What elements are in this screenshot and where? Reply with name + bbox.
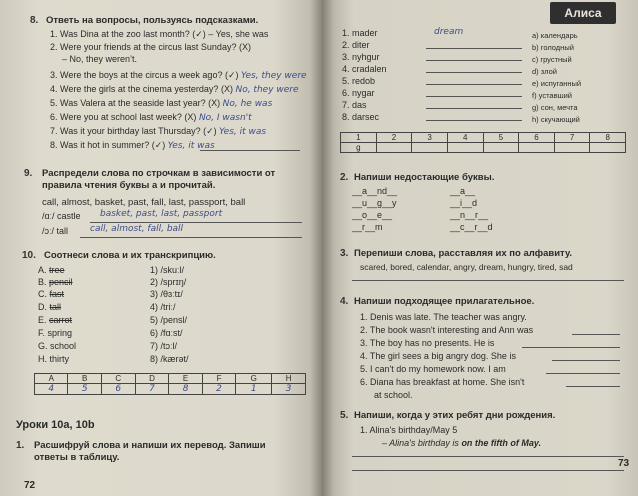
ex1-title-line1: Расшифруй слова и напиши их перевод. Запиши: [34, 440, 266, 451]
ex3-title: Перепиши слова, расставляя их по алфавиту.: [354, 248, 573, 259]
ex10-word: H. thirty: [38, 354, 70, 364]
answer-line: [572, 334, 620, 335]
table-head-cell: 7: [554, 133, 590, 143]
scramble-translation: d) злой: [532, 67, 557, 76]
answer-line: [552, 360, 620, 361]
answer-line: [426, 72, 522, 73]
answer-line: [80, 237, 302, 238]
table-answer-cell: 7: [135, 384, 169, 395]
ex8-item: 7. Was it your birthday last Thursday? (✓) Yes, it was: [50, 126, 267, 137]
table-answer-cell: 5: [68, 384, 101, 395]
ex4-number: 4.: [340, 296, 349, 307]
ex8-item: 5. Was Valera at the seaside last year? (X) No, he was: [50, 98, 273, 109]
missing-letters: __o__e__: [352, 210, 393, 220]
ex5-number: 5.: [340, 410, 349, 421]
ex10-transcription: 1) /skuːl/: [150, 265, 185, 275]
table-answer-cell: 3: [272, 384, 306, 395]
table-answer-cell: [483, 143, 519, 153]
table-answer-cell: 4: [35, 384, 68, 395]
scramble-answer: dream: [434, 27, 464, 37]
table-head-cell: 8: [590, 133, 626, 143]
ex10-transcription: 6) /fɑːst/: [150, 328, 183, 338]
answer-line: [522, 347, 620, 348]
answer-line: [352, 456, 624, 457]
table-head-cell: B: [68, 374, 101, 384]
ex10-word: A. tree: [38, 265, 65, 275]
ex9-number: 9.: [24, 168, 33, 179]
ex8-item: 3. Were the boys at the circus a week ago? (✓) Yes, they were: [50, 70, 307, 81]
table-answer-cell: [554, 143, 590, 153]
ex10-number: 10.: [22, 250, 36, 261]
ex9-title-line2: правила чтения буквы a и прочитай.: [42, 180, 216, 191]
ex8-item: 6. Were you at school last week? (X) No, I wasn't: [50, 112, 252, 123]
ex4-item: at school.: [374, 390, 413, 400]
table-answer-cell: 1: [236, 384, 272, 395]
table-answer-cell: [412, 143, 448, 153]
table-answer-cell: [519, 143, 555, 153]
scramble-item: 5. redob: [342, 76, 376, 86]
table-head-cell: 1: [341, 133, 377, 143]
missing-letters: __u__g__y: [352, 198, 397, 208]
scramble-item: 2. diter: [342, 40, 370, 50]
ex4-item: 2. The book wasn't interesting and Ann was: [360, 325, 534, 335]
ex8-number: 8.: [30, 15, 39, 26]
ex4-item: 1. Denis was late. The teacher was angry.: [360, 312, 527, 322]
ex10-transcription: 8) /kærət/: [150, 354, 189, 364]
scramble-translation: a) календарь: [532, 31, 578, 40]
missing-letters: __a__: [450, 186, 476, 196]
ex10-answer-table: [34, 373, 306, 395]
table-answer-cell: 2: [202, 384, 235, 395]
table-head-cell: G: [236, 374, 272, 384]
ex5-line1: 1. Alina's birthday/May 5: [360, 425, 458, 435]
ex3-number: 3.: [340, 248, 349, 259]
answer-line: [426, 120, 522, 121]
answer-line: [546, 373, 620, 374]
scramble-item: 8. darsec: [342, 112, 380, 122]
table-head-cell: C: [101, 374, 135, 384]
ex10-transcription: 2) /sprɪŋ/: [150, 277, 187, 287]
answer-line: [426, 84, 522, 85]
page-number: 72: [24, 480, 36, 491]
answer-line: [352, 280, 624, 281]
answer-line: [426, 96, 522, 97]
missing-letters: __a__nd__: [352, 186, 398, 196]
ex4-item: 3. The boy has no presents. He is: [360, 338, 495, 348]
table-head-cell: 5: [483, 133, 519, 143]
table-answer-cell: [447, 143, 483, 153]
ex10-transcription: 5) /pensl/: [150, 315, 188, 325]
table-head-cell: A: [35, 374, 68, 384]
ex10-transcription: 7) /tɔːl/: [150, 341, 178, 351]
answer-line: [200, 150, 300, 151]
answer-line: [352, 470, 624, 471]
answer-line: [426, 108, 522, 109]
scramble-item: 1. mader: [342, 28, 378, 38]
ex5-line2: – Alina's birthday is on the fifth of May.: [382, 438, 542, 448]
ex9-row1-answer: basket, past, last, passport: [100, 209, 223, 219]
table-head-cell: F: [202, 374, 235, 384]
ex8-item: 8. Was it hot in summer? (✓) Yes, it was: [50, 140, 215, 151]
publisher-logo: Алиса: [550, 2, 616, 24]
scramble-answer-table: [340, 132, 626, 153]
ex8-item: 4. Were the girls at the cinema yesterday? (X) No, they were: [50, 84, 299, 95]
answer-line: [426, 48, 522, 49]
ex3-word-list: scared, bored, calendar, angry, dream, hungry, tired, sad: [360, 262, 573, 272]
table-head-cell: 6: [519, 133, 555, 143]
table-head-cell: 3: [412, 133, 448, 143]
ex8-item: 1. Was Dina at the zoo last month? (✓) – Yes, she was: [50, 29, 269, 39]
page-number: 73: [618, 458, 630, 469]
table-head-cell: 4: [447, 133, 483, 143]
scramble-item: 3. nyhgur: [342, 52, 380, 62]
table-head-cell: H: [272, 374, 306, 384]
ex9-row2-answer: call, almost, fall, ball: [90, 224, 184, 234]
answer-line: [90, 222, 302, 223]
ex8-item: 2. Were your friends at the circus last Sunday? (X): [50, 42, 251, 52]
ex2-title: Напиши недостающие буквы.: [354, 172, 495, 183]
scramble-translation: e) испуганный: [532, 79, 582, 88]
ex1-number: 1.: [16, 440, 25, 451]
missing-letters: __i__d: [450, 198, 478, 208]
table-head-cell: E: [169, 374, 202, 384]
ex8-item: – No, they weren’t.: [62, 54, 138, 64]
scramble-translation: f) уставший: [532, 91, 572, 100]
table-answer-cell: 6: [101, 384, 135, 395]
ex4-item: 5. I can't do my homework now. I am: [360, 364, 506, 374]
scramble-translation: g) сон, мечта: [532, 103, 578, 112]
ex10-transcription: 4) /triː/: [150, 302, 176, 312]
ex9-title-line1: Распредели слова по строчкам в зависимости от: [42, 168, 276, 179]
ex8-title: Ответь на вопросы, пользуясь подсказками.: [46, 15, 259, 26]
scramble-item: 4. cradalen: [342, 64, 387, 74]
ex10-word: C. fast: [38, 289, 65, 299]
missing-letters: __n__r__: [450, 210, 489, 220]
ex4-title: Напиши подходящее прилагательное.: [354, 296, 535, 307]
ex1-title-line2: ответы в таблицу.: [34, 452, 120, 463]
ex9-row1-label: /ɑː/ castle: [42, 211, 81, 221]
scramble-translation: h) скучающий: [532, 115, 580, 124]
answer-line: [566, 386, 620, 387]
ex2-number: 2.: [340, 172, 349, 183]
ex9-row2-label: /ɔː/ tall: [42, 226, 69, 236]
ex10-word: D. tall: [38, 302, 62, 312]
table-head-cell: D: [135, 374, 169, 384]
answer-line: [426, 60, 522, 61]
ex5-title: Напиши, когда у этих ребят дни рождения.: [354, 410, 556, 421]
lesson-heading: Уроки 10a, 10b: [16, 419, 95, 431]
missing-letters: __r__m: [352, 222, 383, 232]
table-answer-cell: [590, 143, 626, 153]
ex10-word: E. carrot: [38, 315, 73, 325]
ex4-item: 4. The girl sees a big angry dog. She is: [360, 351, 516, 361]
scramble-translation: c) грустный: [532, 55, 572, 64]
table-answer-cell: [376, 143, 412, 153]
book-spine-shadow: [310, 0, 334, 496]
ex4-item: 6. Diana has breakfast at home. She isn't: [360, 377, 525, 387]
scramble-item: 7. das: [342, 100, 367, 110]
ex9-word-list: call, almost, basket, past, fall, last, passport, ball: [42, 197, 246, 208]
right-page: [322, 0, 638, 496]
table-answer-cell: g: [341, 143, 377, 153]
missing-letters: __c__r__d: [450, 222, 493, 232]
ex10-transcription: 3) /θɜːtɪ/: [150, 289, 183, 299]
ex10-title: Соотнеси слова и их транскрипцию.: [44, 250, 216, 261]
ex10-word: G. school: [38, 341, 77, 351]
scramble-translation: b) голодный: [532, 43, 574, 52]
table-answer-cell: 8: [169, 384, 202, 395]
ex10-word: F. spring: [38, 328, 73, 338]
table-head-cell: 2: [376, 133, 412, 143]
scramble-item: 6. nygar: [342, 88, 375, 98]
ex10-word: B. pencil: [38, 277, 73, 287]
